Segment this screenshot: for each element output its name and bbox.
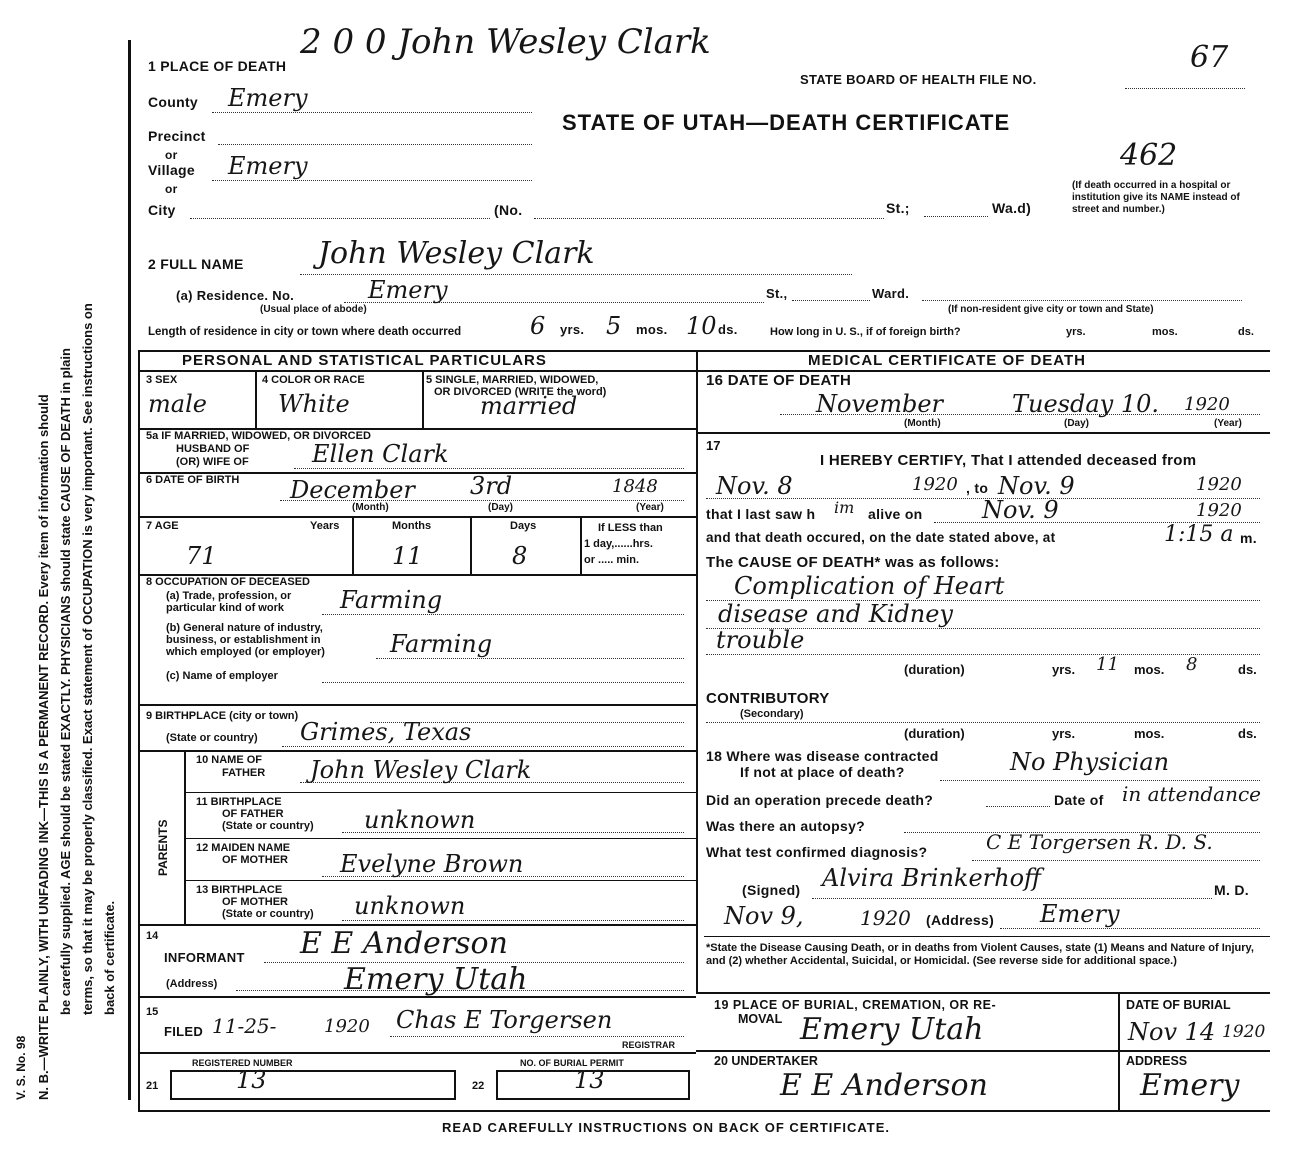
dob-month-caption: (Month) [352, 502, 389, 513]
occupation-b-label-1: (b) General nature of industry, [166, 622, 323, 634]
test-label: What test confirmed diagnosis? [706, 844, 928, 860]
last-saw-year: 1920 [1196, 500, 1242, 521]
burial-permit-label: NO. OF BURIAL PERMIT [520, 1058, 624, 1068]
birthplace-label: 9 BIRTHPLACE (city or town) [146, 710, 299, 722]
city-st-label: St.; [886, 200, 910, 216]
us-ds-label: ds. [1238, 326, 1254, 338]
village-value: Emery [228, 152, 308, 180]
duration-label: (duration) [904, 662, 965, 677]
file-number: 67 [1190, 40, 1229, 75]
dob-month: December [290, 476, 415, 504]
filed-label: FILED [164, 1024, 204, 1039]
mother-label-2: OF MOTHER [222, 854, 288, 866]
father-birthplace-label-3: (State or country) [222, 820, 314, 832]
burial-date-value: Nov 14 [1128, 1018, 1216, 1046]
signature-address: Emery [1040, 900, 1120, 928]
occupation-a-label-1: (a) Trade, profession, or [166, 590, 292, 602]
marital-value: married [480, 392, 578, 420]
undertaker-address-label: ADDRESS [1126, 1054, 1188, 1068]
registered-number-value: 13 [236, 1066, 267, 1094]
duration-2-yrs: yrs. [1052, 726, 1076, 741]
residence-label: (a) Residence. No. [176, 288, 295, 303]
registrar-label: REGISTRAR [622, 1040, 676, 1050]
or-label-2: or [165, 182, 178, 196]
nonresident-note: (If non-resident give city or town and State) [948, 304, 1154, 315]
disease-contracted-label-1: 18 Where was disease contracted [706, 748, 939, 764]
occupation-b-label-2: business, or establishment in [166, 634, 321, 646]
length-residence-label: Length of residence in city or town where death occurred [148, 326, 462, 338]
instructions-line-1: N. B.—WRITE PLAINLY, WITH UNFADING INK—THIS IS A PERMANENT RECORD. Every item of information should [36, 394, 51, 1100]
form-left-border [128, 40, 131, 1100]
instructions-line-2: be carefully supplied. AGE should be stated EXACTLY. PHYSICIANS should state CAUSE OF DEATH in plain [58, 348, 73, 1015]
operation-label: Did an operation precede death? [706, 792, 934, 808]
burial-permit-value: 13 [574, 1066, 605, 1094]
burial-permit-index: 22 [472, 1080, 485, 1092]
undertaker-address: Emery [1140, 1068, 1240, 1103]
instructions-line-3: terms, so that it may be properly classified. Exact statement of OCCUPATION is very important. See instructions on [80, 303, 95, 1015]
last-saw-date: Nov. 9 [982, 496, 1059, 524]
residence-days: 10 [686, 312, 717, 340]
full-name-label: 2 FULL NAME [148, 256, 244, 272]
signature-year: 1920 [860, 906, 911, 930]
filed-number: 15 [146, 1006, 159, 1018]
residence-years: 6 [530, 312, 546, 340]
parents-label: PARENTS [156, 819, 170, 876]
death-month-caption: (Month) [904, 418, 941, 429]
date-of-death-label: 16 DATE OF DEATH [706, 372, 852, 389]
residence-months: 5 [606, 312, 622, 340]
marital-label-2: OR DIVORCED (WRITE the word) [434, 386, 607, 398]
time-of-death: 1:15 a [1164, 522, 1234, 547]
test-value: C E Torgersen R. D. S. [986, 830, 1213, 854]
filed-year: 1920 [324, 1016, 370, 1037]
marital-label-1: 5 SINGLE, MARRIED, WIDOWED, [426, 374, 599, 386]
registered-number-label: REGISTERED NUMBER [192, 1058, 293, 1068]
dob-year-caption: (Year) [636, 502, 664, 513]
occupation-label: 8 OCCUPATION OF DECEASED [146, 576, 310, 588]
time-m-label: m. [1240, 530, 1257, 546]
certificate-title: STATE OF UTAH—DEATH CERTIFICATE [562, 110, 1011, 135]
operation-date-label: Date of [1054, 792, 1104, 808]
attended-to-label: , to [966, 480, 989, 496]
contributory-label: CONTRIBUTORY [706, 690, 830, 707]
file-annotation: 2 0 0 John Wesley Clark [300, 22, 711, 62]
dob-label: 6 DATE OF BIRTH [146, 474, 240, 486]
age-days: 8 [512, 542, 528, 570]
dob-year: 1848 [612, 476, 658, 497]
md-label: M. D. [1214, 882, 1249, 898]
disease-contracted-value: No Physician [1010, 748, 1170, 776]
age-months-caption: Months [392, 520, 432, 532]
residence-yrs-label: yrs. [560, 322, 585, 337]
age-label: 7 AGE [146, 520, 179, 532]
county-label: County [148, 94, 199, 110]
residence-ward-label: Ward. [872, 286, 910, 301]
cause-line-1: Complication of Heart [734, 572, 1005, 600]
last-saw-label-2: alive on [868, 506, 923, 522]
signed-label: (Signed) [742, 882, 801, 898]
physician-signature: Alvira Brinkerhoff [822, 864, 1042, 892]
signature-address-label: (Address) [926, 912, 995, 928]
sex-value: male [148, 390, 207, 418]
burial-year: 1920 [1222, 1022, 1266, 1042]
dob-day: 3rd [470, 472, 513, 500]
vs-number: V. S. No. 98 [14, 1035, 28, 1100]
filed-date: 11-25- [212, 1014, 277, 1038]
county-value: Emery [228, 84, 308, 112]
mother-label-1: 12 MAIDEN NAME [196, 842, 291, 854]
usual-place-note: (Usual place of abode) [260, 304, 367, 315]
undertaker-value: E E Anderson [780, 1068, 988, 1103]
occupation-b-value: Farming [390, 630, 493, 658]
mother-birthplace-label-1: 13 BIRTHPLACE [196, 884, 283, 896]
father-birthplace-label-2: OF FATHER [222, 808, 284, 820]
burial-date-label: DATE OF BURIAL [1126, 998, 1231, 1012]
informant-address: Emery Utah [344, 962, 528, 997]
duration-months: 11 [1096, 654, 1119, 675]
village-label: Village [148, 162, 195, 178]
last-saw-pronoun: im [834, 498, 855, 517]
disease-contracted-label-2: If not at place of death? [740, 764, 905, 780]
father-label-2: FATHER [222, 767, 266, 779]
spouse-label-2: HUSBAND OF [176, 443, 250, 455]
hospital-note: (If death occurred in a hospital or institution give its NAME instead of street and number.) [1072, 180, 1240, 215]
instructions-line-4: back of certificate. [102, 900, 117, 1015]
us-mos-label: mos. [1152, 326, 1178, 338]
mother-birthplace-value: unknown [354, 892, 466, 920]
spouse-label-3: (OR) WIFE OF [176, 456, 249, 468]
city-ward-label: Wa.d) [992, 200, 1032, 216]
informant-number: 14 [146, 930, 159, 942]
sex-label: 3 SEX [146, 374, 178, 386]
death-day: Tuesday 10. [1012, 390, 1160, 418]
less-label-2: 1 day,......hrs. [584, 538, 653, 550]
attended-from-year: 1920 [912, 474, 958, 495]
medical-header: MEDICAL CERTIFICATE OF DEATH [808, 352, 1086, 369]
registered-number-index: 21 [146, 1080, 159, 1092]
mother-birthplace-label-2: OF MOTHER [222, 896, 288, 908]
death-year: 1920 [1184, 394, 1230, 415]
registered-number-box [170, 1070, 456, 1100]
occupation-b-label-3: which employed (or employer) [166, 646, 325, 658]
personal-header: PERSONAL AND STATISTICAL PARTICULARS [182, 352, 547, 369]
duration-days: 8 [1186, 654, 1198, 675]
cause-line-2: disease and Kidney [718, 600, 953, 628]
last-saw-label-1: that I last saw h [706, 506, 816, 522]
cause-line-3: trouble [716, 626, 805, 654]
father-value: John Wesley Clark [310, 756, 532, 784]
employer-label: (c) Name of employer [166, 670, 278, 682]
attended-to-date: Nov. 9 [998, 472, 1075, 500]
footnote: *State the Disease Causing Death, or in deaths from Violent Causes, state (1) Means and Nature of Injury, and (2) whether Accidental, Suicidal, or Homicidal. (See reverse side for additional space.) [706, 942, 1254, 967]
residence-ds-label: ds. [718, 322, 738, 337]
duration-ds-label: ds. [1238, 662, 1257, 677]
item-17-number: 17 [706, 438, 721, 453]
operation-date-value: in attendance [1122, 782, 1261, 806]
burial-place-label-1: 19 PLACE OF BURIAL, CREMATION, OR RE- [714, 998, 997, 1012]
spouse-label-1: 5a IF MARRIED, WIDOWED, OR DIVORCED [146, 430, 371, 442]
informant-value: E E Anderson [300, 926, 508, 961]
us-yrs-label: yrs. [1066, 326, 1086, 338]
attended-from-date: Nov. 8 [716, 472, 793, 500]
attended-to-year: 1920 [1196, 474, 1242, 495]
residence-value: Emery [368, 276, 448, 304]
us-residence-label: How long in U. S., if of foreign birth? [770, 326, 961, 338]
death-occured-label: and that death occured, on the date stated above, at [706, 530, 1056, 545]
birthplace-value: Grimes, Texas [300, 718, 472, 746]
burial-place-label-2: MOVAL [738, 1012, 783, 1026]
occupation-a-value: Farming [340, 586, 443, 614]
file-no-label: STATE BOARD OF HEALTH FILE NO. [800, 72, 1037, 87]
color-value: White [278, 390, 350, 418]
residence-mos-label: mos. [636, 322, 668, 337]
footer-instructions: READ CAREFULLY INSTRUCTIONS ON BACK OF CERTIFICATE. [442, 1120, 890, 1135]
less-label-1: If LESS than [598, 522, 663, 534]
duration-mos-label: mos. [1134, 662, 1165, 677]
duration-yrs-label: yrs. [1052, 662, 1076, 677]
dob-day-caption: (Day) [488, 502, 514, 513]
father-label-1: 10 NAME OF [196, 754, 263, 766]
precinct-label: Precinct [148, 128, 206, 144]
city-label: City [148, 202, 176, 218]
informant-label: INFORMANT [164, 950, 245, 965]
duration-2-mos: mos. [1134, 726, 1165, 741]
city-no-label: (No. [494, 202, 523, 218]
secondary-label: (Secondary) [740, 708, 804, 720]
occupation-a-label-2: particular kind of work [166, 602, 284, 614]
duration-2-ds: ds. [1238, 726, 1257, 741]
signature-date: Nov 9, [724, 902, 804, 930]
registration-number: 462 [1120, 138, 1178, 173]
less-label-3: or ..... min. [584, 554, 640, 566]
age-days-caption: Days [510, 520, 537, 532]
age-months: 11 [392, 542, 423, 570]
birthplace-state-label: (State or country) [166, 732, 258, 744]
color-label: 4 COLOR OR RACE [262, 374, 365, 386]
residence-st-label: St., [766, 286, 788, 301]
mother-birthplace-label-3: (State or country) [222, 908, 314, 920]
registrar-signature: Chas E Torgersen [396, 1006, 613, 1034]
father-birthplace-value: unknown [364, 806, 476, 834]
father-birthplace-label-1: 11 BIRTHPLACE [196, 796, 282, 808]
burial-place-value: Emery Utah [800, 1012, 984, 1047]
undertaker-label: 20 UNDERTAKER [714, 1054, 818, 1068]
death-day-caption: (Day) [1064, 418, 1090, 429]
place-of-death-label: 1 PLACE OF DEATH [148, 58, 287, 74]
death-year-caption: (Year) [1214, 418, 1242, 429]
age-years: 71 [186, 542, 217, 570]
autopsy-label: Was there an autopsy? [706, 818, 866, 834]
certify-statement: I HEREBY CERTIFY, That I attended deceased from [820, 452, 1197, 469]
or-label-1: or [165, 148, 178, 162]
cause-of-death-label: The CAUSE OF DEATH* was as follows: [706, 554, 1000, 571]
mother-value: Evelyne Brown [340, 850, 524, 878]
spouse-value: Ellen Clark [312, 440, 449, 468]
death-month: November [816, 390, 944, 418]
age-years-caption: Years [310, 520, 340, 532]
informant-address-label: (Address) [166, 978, 218, 990]
duration-2-label: (duration) [904, 726, 965, 741]
full-name-value: John Wesley Clark [318, 236, 595, 271]
